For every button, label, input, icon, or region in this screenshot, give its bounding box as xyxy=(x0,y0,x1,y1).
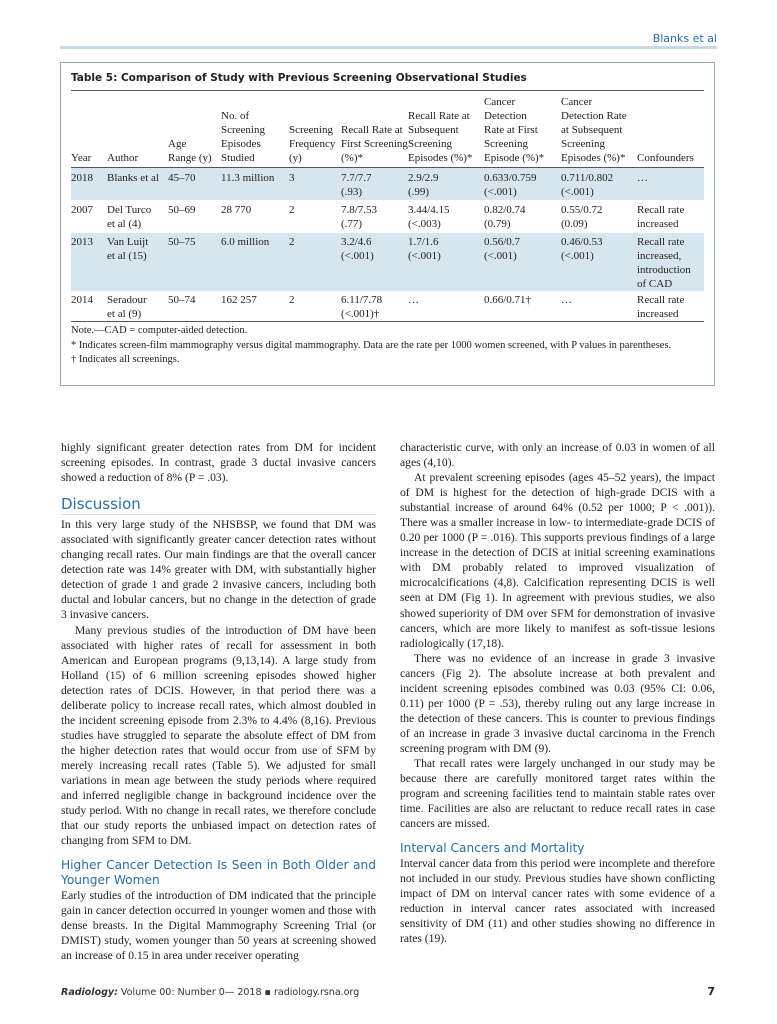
table-cell: 0.46/0.53 (<.001) xyxy=(561,236,603,262)
col-header-confounders: Confounders xyxy=(637,152,694,164)
table-cell: 3.44/4.15 (<.003) xyxy=(408,204,450,230)
table-cell: 2013 xyxy=(71,236,93,248)
table-header xyxy=(61,63,714,165)
subheading-cancer-detection: Higher Cancer Detection Is Seen in Both Older and Younger Women xyxy=(61,858,376,888)
table-note: * Indicates screen-film mammography versus digital mammography. Data are the rate per 1000 women screened, with P values in parentheses. xyxy=(71,339,672,351)
table-cell: 0.55/0.72 (0.09) xyxy=(561,204,603,230)
table-cell: 2 xyxy=(289,294,295,306)
left-column xyxy=(61,440,376,963)
table-cell: 50–75 xyxy=(168,236,196,248)
table-cell: 11.3 million xyxy=(221,172,275,184)
table-cell: 1.7/1.6 (<.001) xyxy=(408,236,441,262)
table-cell: 7.7/7.7 (.93) xyxy=(341,172,372,198)
paragraph: Many previous studies of the introduction of DM have been associated with higher rates of recall for assessment in both American and European programs (9,13,14). A large study from Holland (15) of 6 million screening episodes showed higher detection rates of DCIS. However, in that period there was a deliberate policy to increase recall rates, which almost doubled in the incident screening episode from 2.3% to 4.4% (8,16). Previous studies have struggled to separate the absolute effect of DM from the higher detection rates that would occur from use of SFM by merely increasing recall rates (Table 5). We adjusted for small variations in mean age between the study periods where required and inferred negligible change in background incidence over the study period. With no change in recall rates, we therefore conclude that our study reports the unbiased impact on detection rates of changing from SFM to DM. xyxy=(61,623,376,848)
table-cell: 162 257 xyxy=(221,294,257,306)
paragraph: Interval cancer data from this period were incomplete and therefore not included in our study. Previous studies have shown conflicting impact of DM on interval cancer rates with some evidence of a reduction in interval cancer rates associated with increased sensitivity of DM (11) and other studies showing no difference in rates (19). xyxy=(400,857,715,946)
col-header-detection-first: Cancer Detection Rate at First Screening Episode (%)* xyxy=(484,96,545,164)
table-row-shade xyxy=(71,233,704,291)
paragraph: Early studies of the introduction of DM indicated that the principle gain in cancer detection occurred in younger women and those with dense breasts. In the Digital Mammography Screening Trial (or DMIST) study, women younger than 50 years at screening showed an increase of 0.15 in area under receiver operating xyxy=(61,889,376,963)
col-header-author: Author xyxy=(107,152,139,164)
table-notes xyxy=(71,324,701,368)
table-cell: 2 xyxy=(289,204,295,216)
table-cell: 2018 xyxy=(71,172,93,184)
table-cell: 0.82/0.74 (0.79) xyxy=(484,204,526,230)
table-cell: Van Luijt et al (15) xyxy=(107,236,149,262)
col-header-recall-first: Recall Rate at First Screening (%)* xyxy=(341,124,408,164)
col-header-recall-subsequent: Recall Rate at Subsequent Screening Episodes (%)* xyxy=(408,110,473,164)
running-head: Blanks et al xyxy=(652,32,717,45)
table-cell: 45–70 xyxy=(168,172,196,184)
table-cell: 6.11/7.78 (<.001)† xyxy=(341,294,383,320)
table-cell: Recall rate increased xyxy=(637,204,685,230)
table-cell: … xyxy=(561,294,572,306)
table-cell: 3.2/4.6 (<.001) xyxy=(341,236,374,262)
paragraph: There was no evidence of an increase in grade 3 invasive cancers (Fig 2). The absolute increase at both prevalent and incident screening episodes combined was 0.03 (95% CI: 0.06, 0.11) per 1000 (P = .53), thereby ruling out any large increase in the detection of these cancers. This is counter to previous findings of an increase in grade 3 invasive ductal carcinoma in the French screening program with DM (9). xyxy=(400,651,715,755)
table-cell: 2014 xyxy=(71,294,93,306)
col-header-year: Year xyxy=(71,152,92,164)
table-cell: 2 xyxy=(289,236,295,248)
table-cell: Del Turco et al (4) xyxy=(107,204,152,230)
table-note: † Indicates all screenings. xyxy=(71,354,180,365)
col-header-episodes: No. of Screening Episodes Studied xyxy=(221,110,265,164)
table-cell: 2007 xyxy=(71,204,93,216)
right-column xyxy=(400,440,715,947)
table-cell: Blanks et al xyxy=(107,172,159,184)
table-cell: 50–69 xyxy=(168,204,196,216)
paragraph: highly significant greater detection rates from DM for incident screening episodes. In contrast, grade 3 ductal invasive cancers showed a reduction of 8% (P = .03). xyxy=(61,441,376,485)
table-cell: 0.56/0.7 (<.001) xyxy=(484,236,521,262)
header-rule xyxy=(60,46,717,49)
journal-name: Radiology: xyxy=(61,987,118,998)
subheading-interval-cancers: Interval Cancers and Mortality xyxy=(400,841,585,856)
discussion-heading: Discussion xyxy=(61,497,376,515)
table-bottom-rule xyxy=(71,321,704,322)
table-note: Note.—CAD = computer-aided detection. xyxy=(71,325,248,336)
table-cell: 50–74 xyxy=(168,294,196,306)
paragraph: characteristic curve, with only an increase of 0.03 in women of all ages (4,10). xyxy=(400,441,715,470)
table-cell: Seradour et al (9) xyxy=(107,294,147,320)
citation-text: Volume 00: Number 0— 2018 ▪ radiology.rsna.org xyxy=(117,987,360,998)
col-header-detection-subsequent: Cancer Detection Rate at Subsequent Screening Episodes (%)* xyxy=(561,96,627,164)
col-header-age-range: Age Range (y) xyxy=(168,138,212,164)
table-cell: 7.8/7.53 (.77) xyxy=(341,204,378,230)
col-header-frequency: Screening Frequency (y) xyxy=(289,124,336,164)
table-cell: 6.0 million xyxy=(221,236,270,248)
table-cell: … xyxy=(637,172,648,184)
table-cell: 0.66/0.71† xyxy=(484,294,532,306)
table-cell: 0.711/0.802 (<.001) xyxy=(561,172,614,198)
paragraph: That recall rates were largely unchanged in our study may be because there are carefully monitored target rates within the program and screening facilities tend to maintain stable rates over time. Facilities are also are reluctant to reduce recall rates in case cancers are missed. xyxy=(400,756,715,831)
table-title: Table 5: Comparison of Study with Previous Screening Observational Studies xyxy=(71,72,527,84)
table-cell: 28 770 xyxy=(221,204,252,216)
table-cell: 0.633/0.759 (<.001) xyxy=(484,172,537,198)
page-number: 7 xyxy=(707,985,715,998)
paragraph: At prevalent screening episodes (ages 45–52 years), the impact of DM is highest for the detection of high-grade DCIS with a substantial increase of around 64% (0.52 per 1000; P < .001)). There was a smaller increase in low- to intermediate-grade DCIS of 0.20 per 1000 (P = .016). This supports previous findings of a large increase in the detection of DCIS at initial screening examinations with DM probably related to improved visualization of microcalcifications (4,8). Calcification representing DCIS is well seen at DM (Fig 1). In agreement with previous studies, we also showed superiority of DM over SFM for demonstration of invasive cancers, which are more likely to manifest as soft-tissue lesions radiologically (17,18). xyxy=(400,471,715,650)
paragraph: In this very large study of the NHSBSP, we found that DM was associated with significantly greater cancer detection rates without changing recall rates. Our main findings are that the overall cancer detection rate was 14% greater with DM, with substantially higher detection of grade 1 and grade 2 invasive cancers, including both ductal and lobular cancers, but no change in the detection of grade 3 invasive cancers. xyxy=(61,518,376,622)
table-cell: … xyxy=(408,294,419,306)
table-cell: 2.9/2.9 (.99) xyxy=(408,172,439,198)
footer-citation xyxy=(61,987,359,998)
table-5 xyxy=(60,62,715,386)
table-cell: Recall rate increased, introduction of CAD xyxy=(637,236,691,290)
table-cell: 3 xyxy=(289,172,295,184)
table-cell: Recall rate increased xyxy=(637,294,685,320)
